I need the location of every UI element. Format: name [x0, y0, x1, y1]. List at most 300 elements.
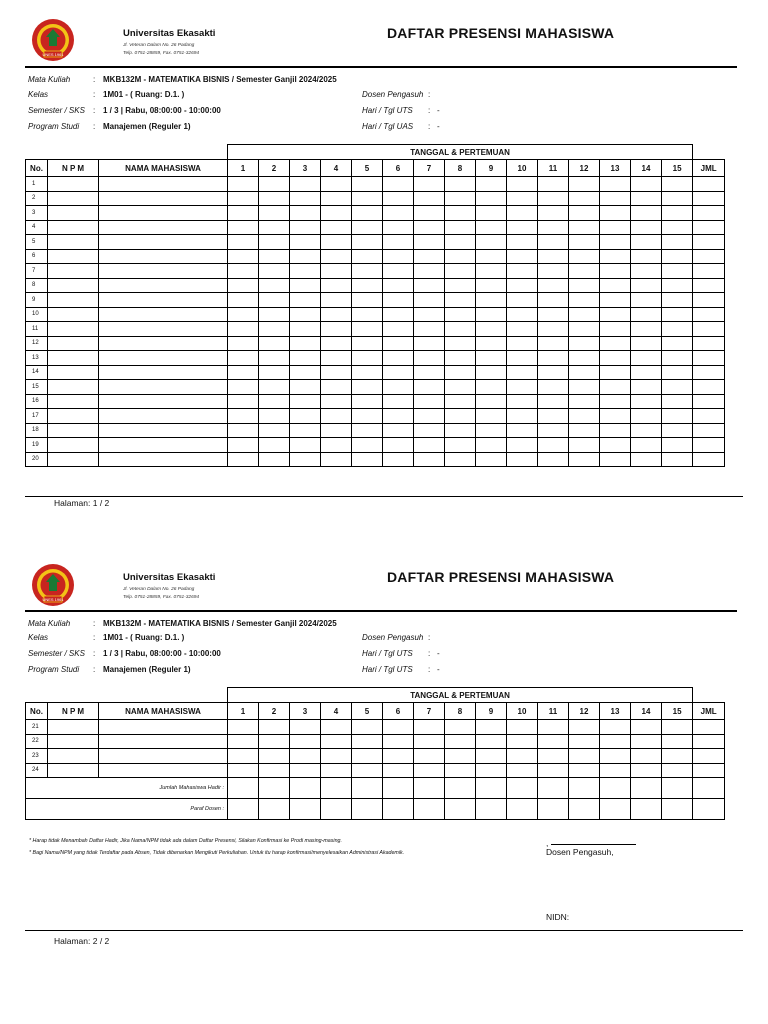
attendance-cell[interactable]	[99, 351, 228, 366]
attendance-cell[interactable]	[600, 351, 631, 366]
attendance-cell[interactable]	[414, 351, 445, 366]
attendance-cell[interactable]	[538, 749, 569, 764]
attendance-cell[interactable]	[569, 177, 600, 192]
attendance-cell[interactable]	[352, 452, 383, 467]
attendance-cell[interactable]	[662, 734, 693, 749]
attendance-cell[interactable]	[631, 191, 662, 206]
summary-cell[interactable]	[228, 778, 259, 799]
attendance-cell[interactable]	[290, 336, 321, 351]
attendance-cell[interactable]	[445, 351, 476, 366]
attendance-cell[interactable]	[99, 278, 228, 293]
attendance-cell[interactable]	[600, 191, 631, 206]
attendance-cell[interactable]	[290, 177, 321, 192]
summary-cell[interactable]	[631, 799, 662, 820]
attendance-cell[interactable]	[538, 380, 569, 395]
attendance-cell[interactable]	[228, 336, 259, 351]
attendance-cell[interactable]	[693, 293, 725, 308]
attendance-cell[interactable]	[693, 191, 725, 206]
attendance-cell[interactable]	[538, 220, 569, 235]
attendance-cell[interactable]	[321, 249, 352, 264]
attendance-cell[interactable]	[600, 206, 631, 221]
attendance-cell[interactable]	[414, 734, 445, 749]
attendance-cell[interactable]	[569, 734, 600, 749]
attendance-cell[interactable]	[321, 365, 352, 380]
attendance-cell[interactable]	[290, 380, 321, 395]
attendance-cell[interactable]	[259, 452, 290, 467]
attendance-cell[interactable]	[662, 423, 693, 438]
attendance-cell[interactable]	[476, 177, 507, 192]
attendance-cell[interactable]	[99, 322, 228, 337]
attendance-cell[interactable]	[600, 307, 631, 322]
attendance-cell[interactable]	[476, 749, 507, 764]
attendance-cell[interactable]	[321, 351, 352, 366]
attendance-cell[interactable]	[48, 249, 99, 264]
attendance-cell[interactable]	[383, 720, 414, 735]
attendance-cell[interactable]	[631, 220, 662, 235]
attendance-cell[interactable]	[445, 206, 476, 221]
summary-cell[interactable]	[321, 778, 352, 799]
attendance-cell[interactable]	[99, 293, 228, 308]
attendance-cell[interactable]	[48, 452, 99, 467]
attendance-cell[interactable]	[569, 365, 600, 380]
attendance-cell[interactable]	[538, 293, 569, 308]
attendance-cell[interactable]	[538, 409, 569, 424]
attendance-cell[interactable]	[662, 336, 693, 351]
attendance-cell[interactable]	[476, 264, 507, 279]
attendance-cell[interactable]	[383, 336, 414, 351]
attendance-cell[interactable]	[476, 380, 507, 395]
attendance-cell[interactable]	[662, 191, 693, 206]
summary-cell[interactable]	[507, 778, 538, 799]
attendance-cell[interactable]	[48, 438, 99, 453]
attendance-cell[interactable]	[507, 351, 538, 366]
summary-cell[interactable]	[476, 778, 507, 799]
attendance-cell[interactable]	[507, 307, 538, 322]
summary-cell[interactable]	[321, 799, 352, 820]
attendance-cell[interactable]	[290, 249, 321, 264]
attendance-cell[interactable]	[507, 438, 538, 453]
attendance-cell[interactable]	[352, 307, 383, 322]
attendance-cell[interactable]	[99, 734, 228, 749]
attendance-cell[interactable]	[600, 220, 631, 235]
attendance-cell[interactable]	[507, 177, 538, 192]
attendance-cell[interactable]	[383, 177, 414, 192]
attendance-cell[interactable]	[445, 249, 476, 264]
attendance-cell[interactable]	[352, 763, 383, 778]
attendance-cell[interactable]	[662, 720, 693, 735]
attendance-cell[interactable]	[445, 293, 476, 308]
attendance-cell[interactable]	[538, 394, 569, 409]
summary-cell[interactable]	[352, 778, 383, 799]
attendance-cell[interactable]	[538, 235, 569, 250]
attendance-cell[interactable]	[321, 307, 352, 322]
attendance-cell[interactable]	[228, 452, 259, 467]
attendance-cell[interactable]	[228, 749, 259, 764]
attendance-cell[interactable]	[321, 409, 352, 424]
attendance-cell[interactable]	[228, 720, 259, 735]
attendance-cell[interactable]	[48, 206, 99, 221]
attendance-cell[interactable]	[414, 763, 445, 778]
attendance-cell[interactable]	[259, 264, 290, 279]
attendance-cell[interactable]	[693, 763, 725, 778]
attendance-cell[interactable]	[48, 322, 99, 337]
attendance-cell[interactable]	[290, 394, 321, 409]
attendance-cell[interactable]	[507, 336, 538, 351]
attendance-cell[interactable]	[48, 749, 99, 764]
attendance-cell[interactable]	[99, 220, 228, 235]
attendance-cell[interactable]	[631, 206, 662, 221]
attendance-cell[interactable]	[352, 365, 383, 380]
attendance-cell[interactable]	[569, 235, 600, 250]
summary-cell[interactable]	[259, 799, 290, 820]
attendance-cell[interactable]	[569, 278, 600, 293]
attendance-cell[interactable]	[538, 438, 569, 453]
attendance-cell[interactable]	[507, 380, 538, 395]
attendance-cell[interactable]	[476, 394, 507, 409]
attendance-cell[interactable]	[414, 438, 445, 453]
attendance-cell[interactable]	[352, 394, 383, 409]
attendance-cell[interactable]	[569, 394, 600, 409]
attendance-cell[interactable]	[259, 763, 290, 778]
summary-cell[interactable]	[693, 799, 725, 820]
attendance-cell[interactable]	[600, 749, 631, 764]
attendance-cell[interactable]	[48, 351, 99, 366]
attendance-cell[interactable]	[507, 322, 538, 337]
attendance-cell[interactable]	[321, 206, 352, 221]
summary-cell[interactable]	[445, 799, 476, 820]
attendance-cell[interactable]	[99, 235, 228, 250]
attendance-cell[interactable]	[693, 307, 725, 322]
attendance-cell[interactable]	[631, 278, 662, 293]
attendance-cell[interactable]	[259, 307, 290, 322]
attendance-cell[interactable]	[383, 278, 414, 293]
attendance-cell[interactable]	[631, 264, 662, 279]
attendance-cell[interactable]	[383, 452, 414, 467]
summary-cell[interactable]	[600, 799, 631, 820]
attendance-cell[interactable]	[445, 452, 476, 467]
attendance-cell[interactable]	[538, 249, 569, 264]
attendance-cell[interactable]	[693, 278, 725, 293]
attendance-cell[interactable]	[414, 322, 445, 337]
attendance-cell[interactable]	[507, 220, 538, 235]
attendance-cell[interactable]	[321, 264, 352, 279]
attendance-cell[interactable]	[99, 452, 228, 467]
attendance-cell[interactable]	[48, 278, 99, 293]
attendance-cell[interactable]	[693, 351, 725, 366]
attendance-cell[interactable]	[321, 191, 352, 206]
summary-cell[interactable]	[600, 778, 631, 799]
attendance-cell[interactable]	[383, 249, 414, 264]
attendance-cell[interactable]	[538, 351, 569, 366]
attendance-cell[interactable]	[228, 206, 259, 221]
attendance-cell[interactable]	[414, 365, 445, 380]
attendance-cell[interactable]	[600, 264, 631, 279]
attendance-cell[interactable]	[600, 763, 631, 778]
attendance-cell[interactable]	[48, 336, 99, 351]
attendance-cell[interactable]	[507, 452, 538, 467]
attendance-cell[interactable]	[228, 249, 259, 264]
attendance-cell[interactable]	[538, 264, 569, 279]
attendance-cell[interactable]	[48, 264, 99, 279]
attendance-cell[interactable]	[228, 220, 259, 235]
attendance-cell[interactable]	[414, 423, 445, 438]
attendance-cell[interactable]	[445, 749, 476, 764]
summary-cell[interactable]	[383, 799, 414, 820]
attendance-cell[interactable]	[290, 763, 321, 778]
attendance-cell[interactable]	[99, 191, 228, 206]
attendance-cell[interactable]	[48, 763, 99, 778]
attendance-cell[interactable]	[693, 322, 725, 337]
attendance-cell[interactable]	[321, 177, 352, 192]
attendance-cell[interactable]	[600, 409, 631, 424]
attendance-cell[interactable]	[600, 322, 631, 337]
attendance-cell[interactable]	[631, 720, 662, 735]
attendance-cell[interactable]	[259, 278, 290, 293]
attendance-cell[interactable]	[538, 177, 569, 192]
attendance-cell[interactable]	[321, 380, 352, 395]
attendance-cell[interactable]	[228, 307, 259, 322]
attendance-cell[interactable]	[445, 394, 476, 409]
attendance-cell[interactable]	[600, 380, 631, 395]
attendance-cell[interactable]	[383, 438, 414, 453]
attendance-cell[interactable]	[476, 452, 507, 467]
attendance-cell[interactable]	[476, 423, 507, 438]
attendance-cell[interactable]	[662, 293, 693, 308]
attendance-cell[interactable]	[352, 380, 383, 395]
attendance-cell[interactable]	[352, 749, 383, 764]
attendance-cell[interactable]	[99, 307, 228, 322]
attendance-cell[interactable]	[538, 365, 569, 380]
attendance-cell[interactable]	[259, 438, 290, 453]
summary-cell[interactable]	[259, 778, 290, 799]
attendance-cell[interactable]	[631, 177, 662, 192]
attendance-cell[interactable]	[352, 191, 383, 206]
attendance-cell[interactable]	[414, 191, 445, 206]
attendance-cell[interactable]	[600, 235, 631, 250]
attendance-cell[interactable]	[631, 351, 662, 366]
attendance-cell[interactable]	[662, 380, 693, 395]
attendance-cell[interactable]	[48, 365, 99, 380]
attendance-cell[interactable]	[383, 763, 414, 778]
attendance-cell[interactable]	[476, 438, 507, 453]
attendance-cell[interactable]	[48, 734, 99, 749]
attendance-cell[interactable]	[414, 293, 445, 308]
summary-cell[interactable]	[228, 799, 259, 820]
attendance-cell[interactable]	[662, 351, 693, 366]
attendance-cell[interactable]	[693, 409, 725, 424]
attendance-cell[interactable]	[445, 380, 476, 395]
attendance-cell[interactable]	[383, 365, 414, 380]
attendance-cell[interactable]	[569, 452, 600, 467]
attendance-cell[interactable]	[507, 264, 538, 279]
attendance-cell[interactable]	[600, 720, 631, 735]
attendance-cell[interactable]	[228, 264, 259, 279]
attendance-cell[interactable]	[538, 720, 569, 735]
attendance-cell[interactable]	[99, 249, 228, 264]
attendance-cell[interactable]	[383, 394, 414, 409]
attendance-cell[interactable]	[290, 734, 321, 749]
attendance-cell[interactable]	[445, 278, 476, 293]
attendance-cell[interactable]	[290, 438, 321, 453]
attendance-cell[interactable]	[538, 206, 569, 221]
attendance-cell[interactable]	[259, 423, 290, 438]
attendance-cell[interactable]	[445, 763, 476, 778]
attendance-cell[interactable]	[569, 264, 600, 279]
attendance-cell[interactable]	[99, 177, 228, 192]
attendance-cell[interactable]	[600, 452, 631, 467]
attendance-cell[interactable]	[48, 235, 99, 250]
attendance-cell[interactable]	[228, 177, 259, 192]
attendance-cell[interactable]	[445, 191, 476, 206]
attendance-cell[interactable]	[662, 365, 693, 380]
attendance-cell[interactable]	[228, 351, 259, 366]
attendance-cell[interactable]	[445, 235, 476, 250]
attendance-cell[interactable]	[600, 734, 631, 749]
attendance-cell[interactable]	[321, 452, 352, 467]
attendance-cell[interactable]	[662, 249, 693, 264]
attendance-cell[interactable]	[352, 249, 383, 264]
attendance-cell[interactable]	[352, 720, 383, 735]
attendance-cell[interactable]	[352, 177, 383, 192]
attendance-cell[interactable]	[631, 452, 662, 467]
attendance-cell[interactable]	[414, 394, 445, 409]
attendance-cell[interactable]	[290, 749, 321, 764]
attendance-cell[interactable]	[290, 409, 321, 424]
attendance-cell[interactable]	[662, 307, 693, 322]
attendance-cell[interactable]	[445, 220, 476, 235]
attendance-cell[interactable]	[662, 278, 693, 293]
attendance-cell[interactable]	[228, 365, 259, 380]
attendance-cell[interactable]	[290, 191, 321, 206]
attendance-cell[interactable]	[662, 220, 693, 235]
attendance-cell[interactable]	[662, 749, 693, 764]
attendance-cell[interactable]	[662, 322, 693, 337]
attendance-cell[interactable]	[445, 307, 476, 322]
attendance-cell[interactable]	[99, 749, 228, 764]
attendance-cell[interactable]	[321, 322, 352, 337]
attendance-cell[interactable]	[321, 235, 352, 250]
attendance-cell[interactable]	[290, 220, 321, 235]
summary-cell[interactable]	[538, 799, 569, 820]
summary-cell[interactable]	[662, 778, 693, 799]
attendance-cell[interactable]	[414, 336, 445, 351]
attendance-cell[interactable]	[414, 206, 445, 221]
attendance-cell[interactable]	[569, 336, 600, 351]
attendance-cell[interactable]	[445, 423, 476, 438]
attendance-cell[interactable]	[290, 293, 321, 308]
attendance-cell[interactable]	[259, 293, 290, 308]
attendance-cell[interactable]	[631, 336, 662, 351]
summary-cell[interactable]	[631, 778, 662, 799]
attendance-cell[interactable]	[569, 249, 600, 264]
attendance-cell[interactable]	[414, 220, 445, 235]
attendance-cell[interactable]	[445, 264, 476, 279]
attendance-cell[interactable]	[662, 452, 693, 467]
attendance-cell[interactable]	[476, 220, 507, 235]
attendance-cell[interactable]	[569, 409, 600, 424]
attendance-cell[interactable]	[383, 264, 414, 279]
attendance-cell[interactable]	[662, 177, 693, 192]
attendance-cell[interactable]	[476, 278, 507, 293]
attendance-cell[interactable]	[569, 206, 600, 221]
attendance-cell[interactable]	[662, 235, 693, 250]
attendance-cell[interactable]	[414, 177, 445, 192]
attendance-cell[interactable]	[693, 720, 725, 735]
attendance-cell[interactable]	[259, 206, 290, 221]
attendance-cell[interactable]	[569, 191, 600, 206]
attendance-cell[interactable]	[321, 734, 352, 749]
attendance-cell[interactable]	[414, 720, 445, 735]
attendance-cell[interactable]	[507, 749, 538, 764]
attendance-cell[interactable]	[507, 206, 538, 221]
attendance-cell[interactable]	[352, 336, 383, 351]
attendance-cell[interactable]	[631, 249, 662, 264]
attendance-cell[interactable]	[507, 763, 538, 778]
attendance-cell[interactable]	[414, 749, 445, 764]
attendance-cell[interactable]	[228, 409, 259, 424]
attendance-cell[interactable]	[476, 351, 507, 366]
attendance-cell[interactable]	[569, 351, 600, 366]
attendance-cell[interactable]	[383, 307, 414, 322]
attendance-cell[interactable]	[445, 409, 476, 424]
attendance-cell[interactable]	[662, 206, 693, 221]
summary-cell[interactable]	[693, 778, 725, 799]
attendance-cell[interactable]	[507, 409, 538, 424]
attendance-cell[interactable]	[290, 235, 321, 250]
attendance-cell[interactable]	[352, 293, 383, 308]
attendance-cell[interactable]	[600, 336, 631, 351]
attendance-cell[interactable]	[631, 749, 662, 764]
attendance-cell[interactable]	[99, 206, 228, 221]
attendance-cell[interactable]	[383, 293, 414, 308]
attendance-cell[interactable]	[476, 734, 507, 749]
attendance-cell[interactable]	[600, 423, 631, 438]
attendance-cell[interactable]	[48, 409, 99, 424]
attendance-cell[interactable]	[259, 249, 290, 264]
attendance-cell[interactable]	[476, 365, 507, 380]
attendance-cell[interactable]	[693, 423, 725, 438]
attendance-cell[interactable]	[414, 307, 445, 322]
attendance-cell[interactable]	[569, 749, 600, 764]
attendance-cell[interactable]	[99, 264, 228, 279]
summary-cell[interactable]	[290, 799, 321, 820]
attendance-cell[interactable]	[48, 191, 99, 206]
attendance-cell[interactable]	[445, 336, 476, 351]
attendance-cell[interactable]	[569, 438, 600, 453]
attendance-cell[interactable]	[48, 423, 99, 438]
attendance-cell[interactable]	[321, 720, 352, 735]
attendance-cell[interactable]	[507, 235, 538, 250]
attendance-cell[interactable]	[693, 380, 725, 395]
attendance-cell[interactable]	[259, 749, 290, 764]
attendance-cell[interactable]	[476, 191, 507, 206]
attendance-cell[interactable]	[228, 423, 259, 438]
attendance-cell[interactable]	[290, 264, 321, 279]
attendance-cell[interactable]	[538, 191, 569, 206]
attendance-cell[interactable]	[383, 191, 414, 206]
attendance-cell[interactable]	[383, 423, 414, 438]
attendance-cell[interactable]	[631, 380, 662, 395]
attendance-cell[interactable]	[259, 191, 290, 206]
attendance-cell[interactable]	[569, 763, 600, 778]
attendance-cell[interactable]	[99, 336, 228, 351]
attendance-cell[interactable]	[445, 322, 476, 337]
attendance-cell[interactable]	[99, 365, 228, 380]
attendance-cell[interactable]	[693, 264, 725, 279]
attendance-cell[interactable]	[507, 365, 538, 380]
attendance-cell[interactable]	[414, 380, 445, 395]
attendance-cell[interactable]	[383, 322, 414, 337]
